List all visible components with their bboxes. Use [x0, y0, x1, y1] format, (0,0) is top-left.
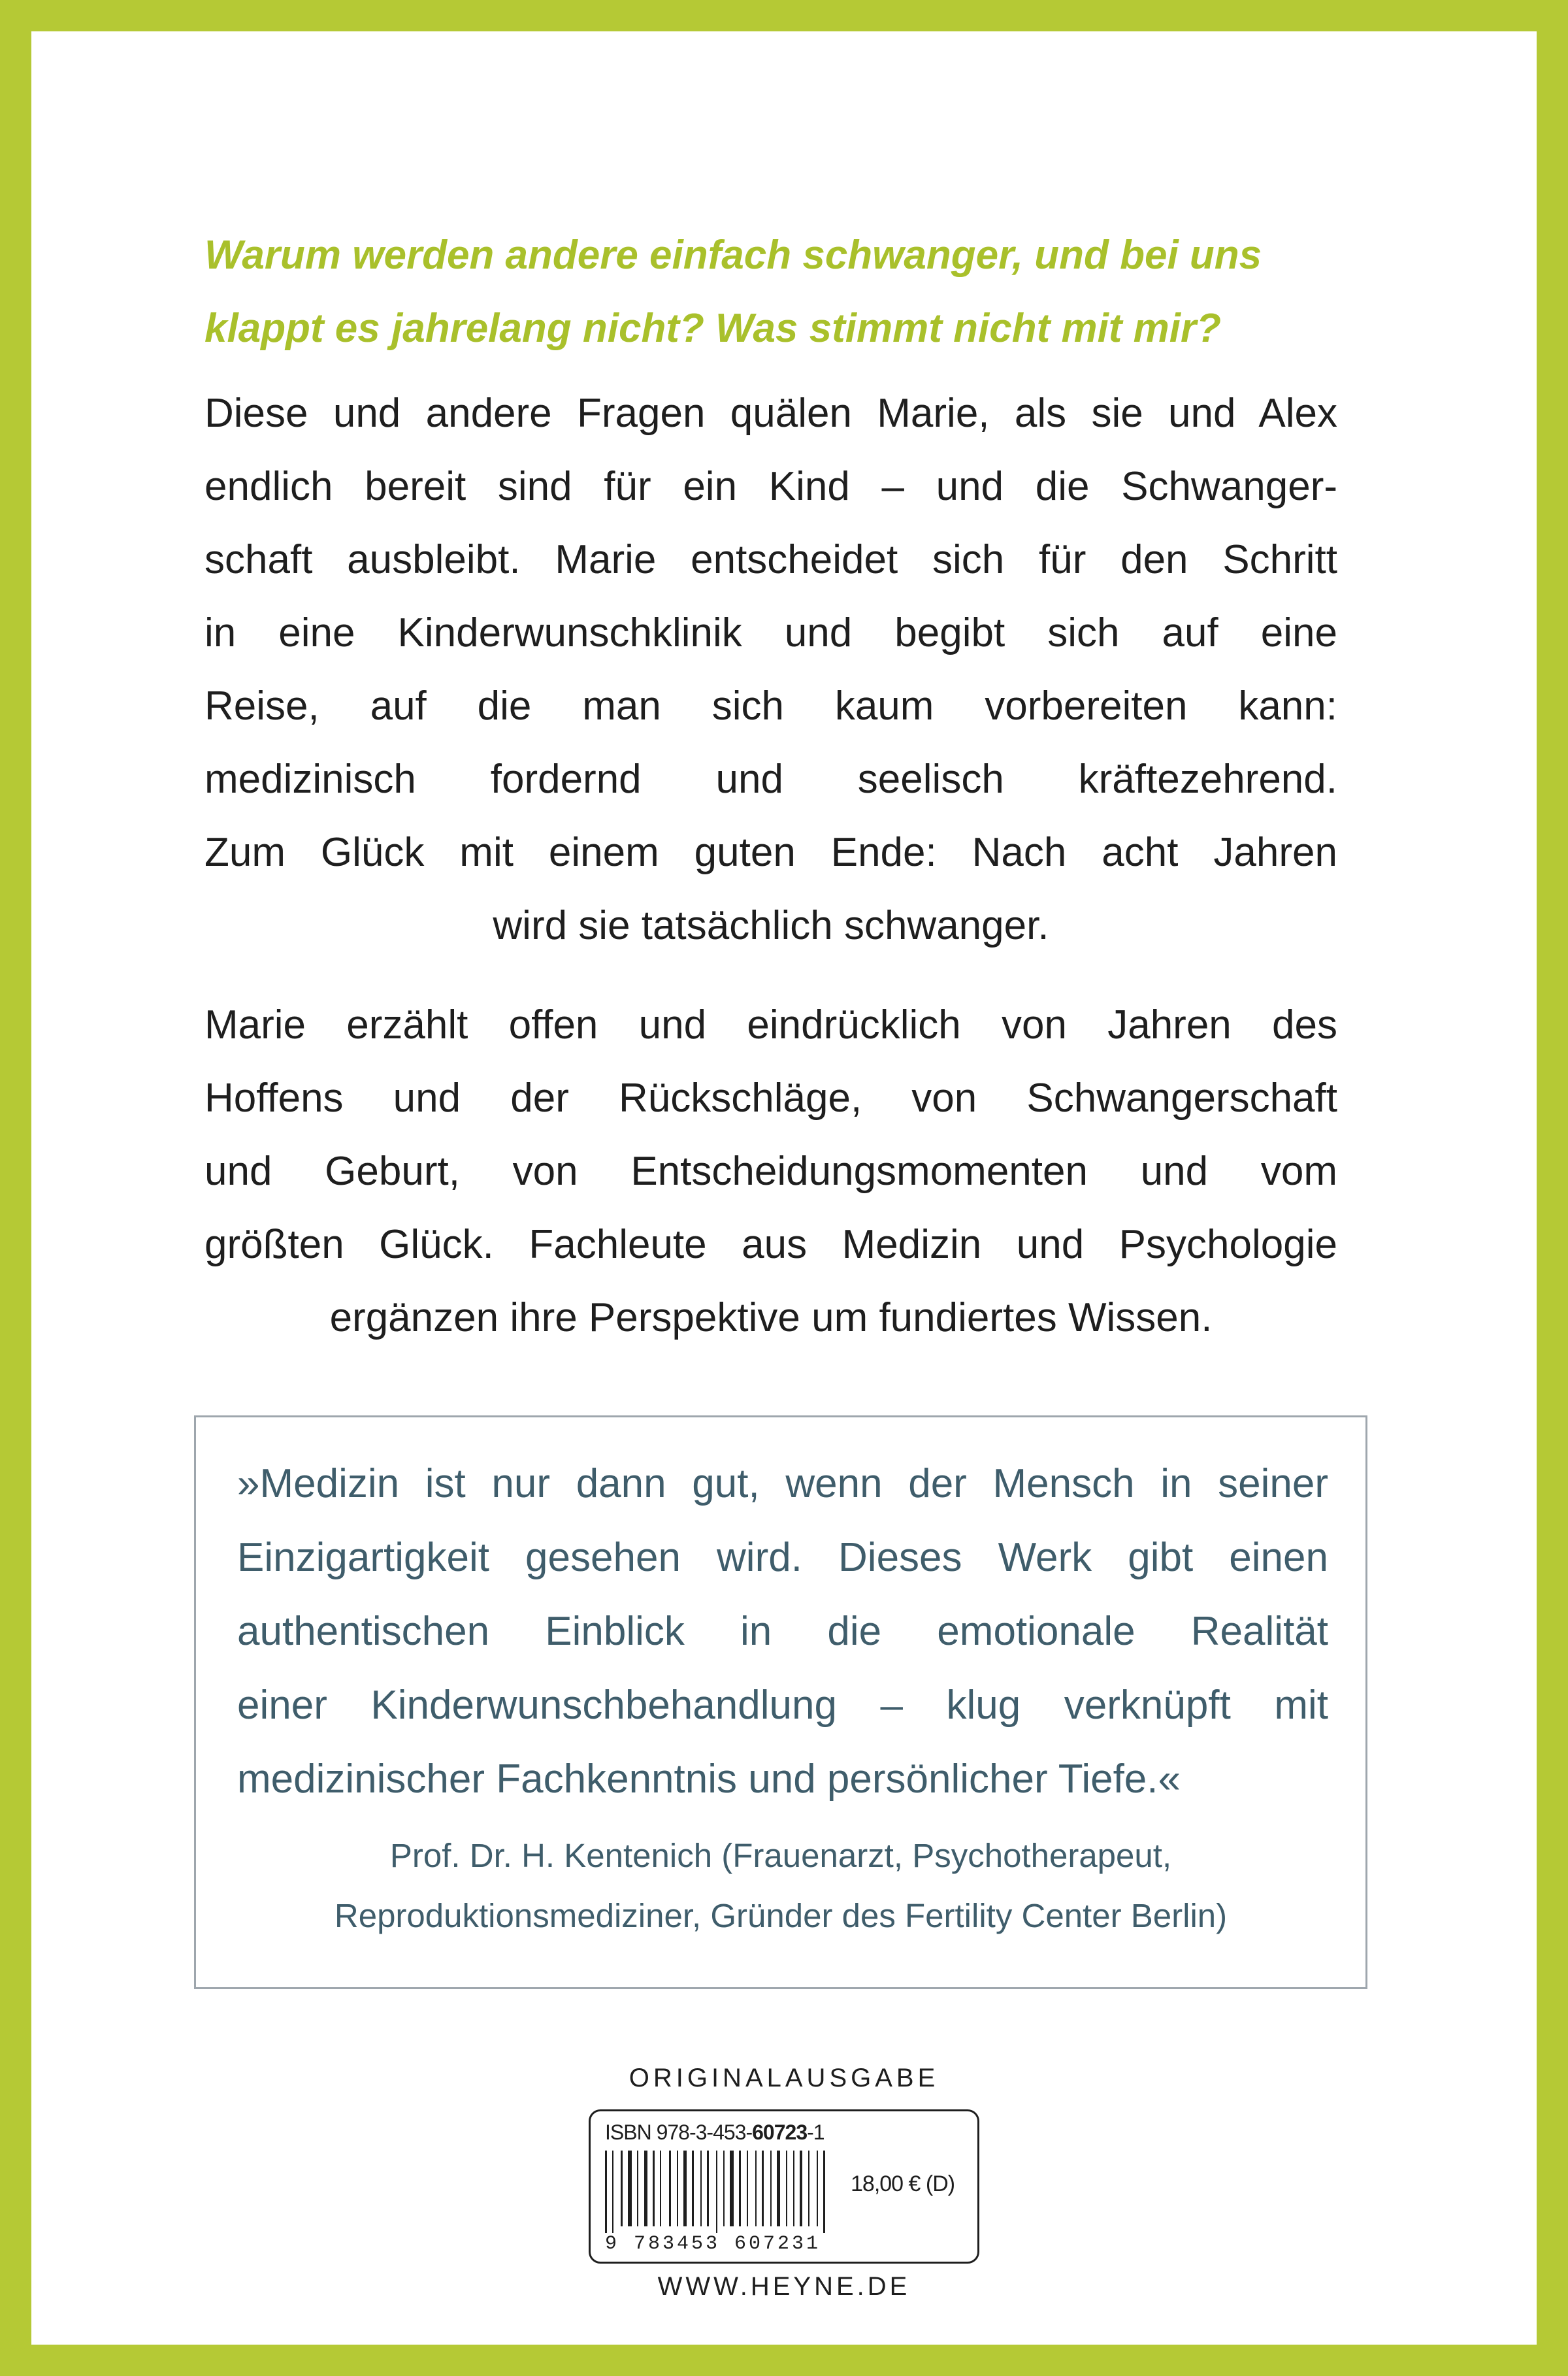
headline [204, 219, 1337, 365]
text-line: ergänzen ihre Perspektive um fundiertes Wissen. [329, 1295, 1213, 1340]
isbn-prefix: ISBN 978-3-453- [605, 2120, 753, 2144]
text-line: Hoffens und der Rückschläge, von Schwangerschaft [204, 1076, 1337, 1121]
attribution-line: Prof. Dr. H. Kentenich (Frauenarzt, Psychotherapeut, [389, 1837, 1172, 1874]
isbn-bold: 60723 [752, 2120, 808, 2144]
quote-line: medizinischer Fachkenntnis und persönlicher Tiefe.« [237, 1757, 1181, 1802]
blurb-paragraph-2 [204, 989, 1337, 1355]
quote-line: authentischen Einblick in die emotionale Realität [237, 1609, 1328, 1654]
isbn-text [605, 2120, 825, 2145]
barcode-digits: 9 783453 607231 [605, 2233, 821, 2255]
blurb-section [204, 219, 1337, 1355]
testimonial-box [194, 1415, 1367, 1989]
text-line: größten Glück. Fachleute aus Medizin und Psychologie [204, 1222, 1337, 1267]
headline-line: klappt es jahrelang nicht? Was stimmt nicht mit mir? [204, 306, 1222, 351]
isbn-suffix: -1 [807, 2120, 825, 2144]
quote-line: »Medizin ist nur dann gut, wenn der Mensch in seiner [237, 1461, 1328, 1506]
text-line: endlich bereit sind für ein Kind – und die Schwanger- [204, 464, 1337, 509]
price-label: 18,00 € (D) [851, 2171, 955, 2196]
testimonial-attribution [216, 1826, 1346, 1946]
publisher-website: WWW.HEYNE.DE [657, 2272, 911, 2301]
testimonial-quote [237, 1447, 1328, 1816]
text-line: Zum Glück mit einem guten Ende: Nach acht Jahren [204, 830, 1337, 875]
text-line: und Geburt, von Entscheidungsmomenten und vom [204, 1149, 1337, 1194]
edition-label: ORIGINALAUSGABE [629, 2064, 939, 2092]
text-line: Marie erzählt offen und eindrücklich von Jahren des [204, 1002, 1337, 1048]
attribution-line: Reproduktionsmediziner, Gründer des Fertility Center Berlin) [334, 1897, 1228, 1934]
barcode-icon [604, 2151, 845, 2233]
headline-line: Warum werden andere einfach schwanger, und bei uns [204, 233, 1262, 278]
blurb-paragraph-1 [204, 377, 1337, 963]
text-line: schaft ausbleibt. Marie entscheidet sich für den Schritt [204, 537, 1337, 582]
text-line: Reise, auf die man sich kaum vorbereiten kann: [204, 684, 1337, 729]
text-line: in eine Kinderwunschklinik und begibt sich auf eine [204, 610, 1337, 655]
quote-line: einer Kinderwunschbehandlung – klug verknüpft mit [237, 1683, 1328, 1728]
quote-line: Einzigartigkeit gesehen wird. Dieses Werk gibt einen [237, 1535, 1328, 1580]
text-line: medizinisch fordernd und seelisch kräftezehrend. [204, 757, 1337, 802]
text-line: Diese und andere Fragen quälen Marie, als sie und Alex [204, 391, 1337, 436]
isbn-barcode-box [589, 2109, 979, 2264]
text-line: wird sie tatsächlich schwanger. [493, 903, 1049, 948]
